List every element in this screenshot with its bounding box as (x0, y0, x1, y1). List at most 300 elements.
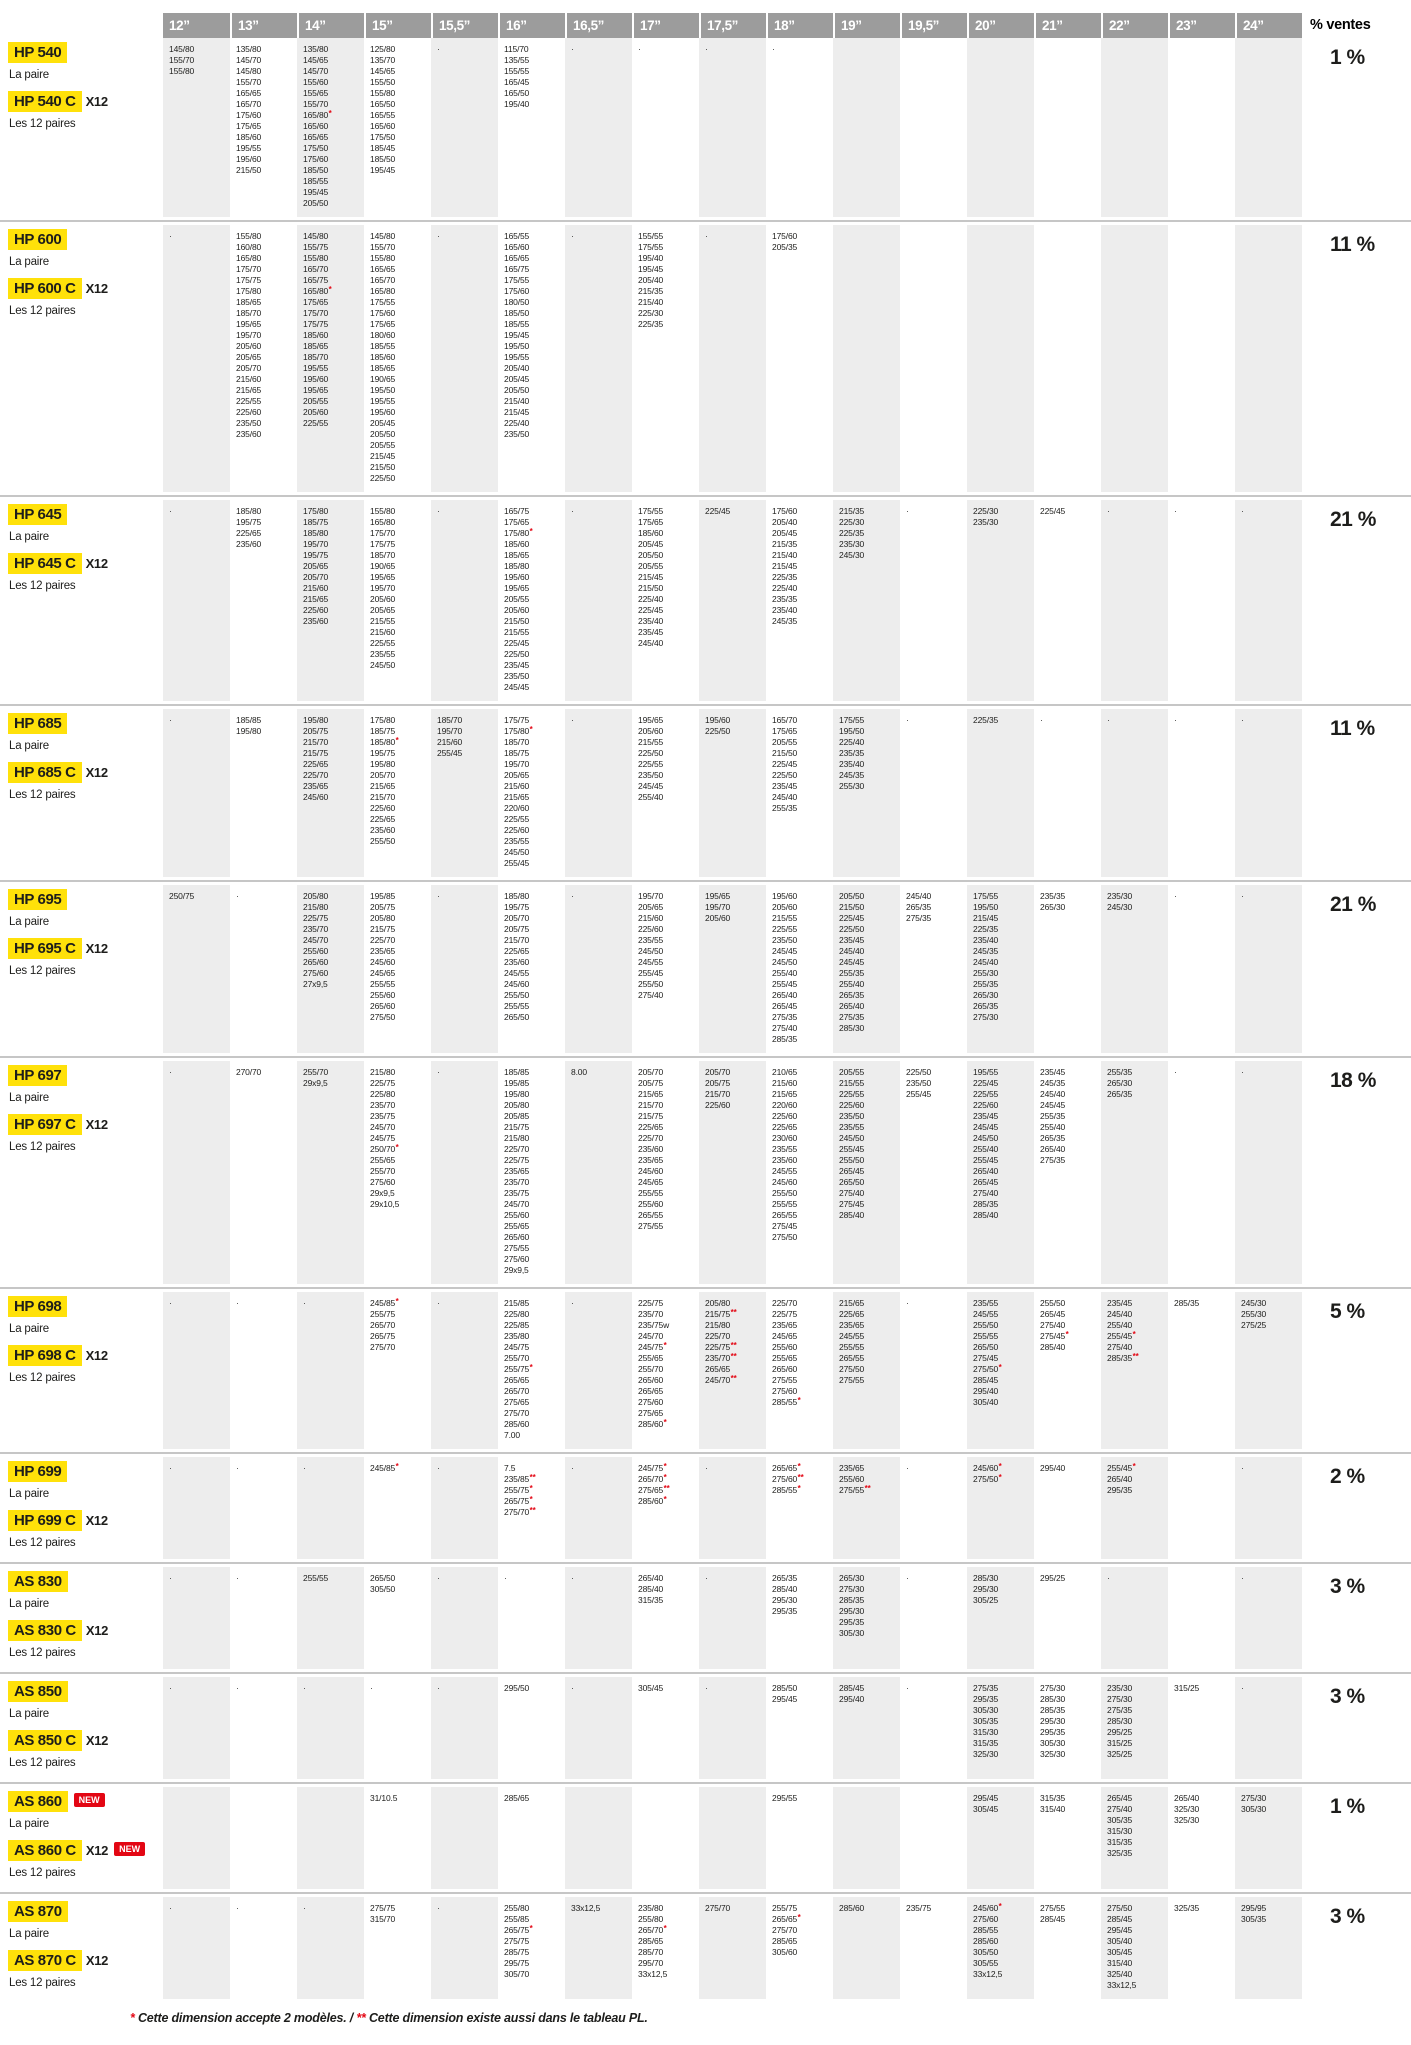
size-cell-23 (1168, 1061, 1235, 1284)
footnote-asterisk: * (395, 1143, 399, 1152)
size-value: 255/60 (370, 990, 396, 1000)
pair-label: La paire (9, 256, 49, 268)
size-value: 210/65 (772, 1067, 798, 1077)
size-value: 175/55 (370, 297, 396, 307)
size-value: 275/50* (973, 1363, 1002, 1374)
size-value: 275/45 (973, 1353, 999, 1363)
size-cell-22 (1101, 1457, 1168, 1559)
model-title-line (8, 1461, 161, 1482)
model-c-title-line (8, 91, 161, 112)
size-value: 275/70 (772, 1925, 798, 1935)
size-value: 205/50 (839, 891, 865, 901)
size-value: · (169, 1463, 172, 1473)
size-value: 245/40 (1040, 1089, 1066, 1099)
size-value: 275/40 (1107, 1804, 1133, 1814)
size-value: 125/80 (370, 44, 396, 54)
size-value: 205/60 (638, 726, 664, 736)
column-header-13: 13” (230, 13, 297, 38)
size-value: 225/30 (973, 506, 999, 516)
x12-label: X12 (85, 1513, 108, 1528)
size-value: 175/55 (839, 715, 865, 725)
size-value: 265/60 (504, 1232, 530, 1242)
size-value: 235/35 (1040, 891, 1066, 901)
size-value: 185/85 (504, 1067, 530, 1077)
size-value: 185/60 (504, 539, 530, 549)
size-value: 215/75 (370, 924, 396, 934)
size-value: 185/75 (303, 517, 329, 527)
size-value: 155/80 (370, 506, 396, 516)
size-value: 285/55* (772, 1396, 801, 1407)
size-cell-21 (1034, 225, 1101, 492)
size-value: 145/80 (303, 231, 329, 241)
size-value: 255/30 (973, 968, 999, 978)
size-value: 275/50* (973, 1473, 1002, 1484)
size-cell-165 (565, 225, 632, 492)
footnote-asterisk: ** (730, 1341, 737, 1350)
size-value: 275/35 (973, 1683, 999, 1693)
size-value: 265/30 (1107, 1078, 1133, 1088)
size-value: 265/50 (370, 1573, 396, 1583)
size-cell-12 (163, 885, 230, 1053)
size-value: 225/65 (236, 528, 262, 538)
size-value: 285/35** (1107, 1352, 1139, 1363)
size-cell-13 (230, 885, 297, 1053)
size-value: 205/50 (303, 198, 329, 208)
size-cell-17 (632, 1061, 699, 1284)
size-value: 215/75** (705, 1308, 737, 1319)
footnote-asterisk: ** (864, 1484, 871, 1493)
size-value: 270/70 (236, 1067, 262, 1077)
model-title-line (8, 1296, 161, 1317)
size-value: 195/50 (504, 341, 530, 351)
size-cell-15 (364, 1457, 431, 1559)
size-value: 295/95 (1241, 1903, 1267, 1913)
size-value: 175/80 (303, 506, 329, 516)
size-cell-175 (699, 1787, 766, 1889)
column-header-19: 19” (833, 13, 900, 38)
size-value: 315/40 (1040, 1804, 1066, 1814)
size-value: 265/70 (504, 1386, 530, 1396)
size-value: 195/60 (705, 715, 731, 725)
size-value: 225/75 (638, 1298, 664, 1308)
size-value: 225/45 (973, 1078, 999, 1088)
size-value: 255/65 (504, 1221, 530, 1231)
size-value: 285/35 (973, 1199, 999, 1209)
size-value: · (303, 1683, 306, 1693)
size-value: 225/75** (705, 1341, 737, 1352)
size-value: 165/75 (303, 275, 329, 285)
size-value: 225/55 (973, 1089, 999, 1099)
x12-label: X12 (85, 281, 108, 296)
size-value: 275/60 (370, 1177, 396, 1187)
size-value: 275/35 (772, 1012, 798, 1022)
size-value: 205/65 (504, 770, 530, 780)
size-cell-15 (364, 1061, 431, 1284)
size-value: 265/60 (638, 1375, 664, 1385)
size-value: 255/55 (370, 979, 396, 989)
size-cell-20 (967, 1787, 1034, 1889)
size-value: 285/40 (772, 1584, 798, 1594)
size-cell-16 (498, 885, 565, 1053)
size-value: 205/50 (504, 385, 530, 395)
size-value: 285/55* (772, 1484, 801, 1495)
size-cell-18 (766, 38, 833, 217)
size-cell-21 (1034, 38, 1101, 217)
size-cell-155 (431, 225, 498, 492)
size-value: 135/80 (303, 44, 329, 54)
twelve-pairs-label: Les 12 paires (9, 965, 76, 977)
percent-value: 3 % (1330, 1905, 1365, 1928)
size-cell-23 (1168, 1292, 1235, 1449)
footnote-asterisk: ** (730, 1374, 737, 1383)
size-cell-19 (833, 1457, 900, 1559)
size-value: 315/35 (638, 1595, 664, 1605)
size-value: 185/80* (370, 736, 399, 747)
size-value: 165/70 (772, 715, 798, 725)
footnote-asterisk: * (663, 1462, 667, 1471)
size-value: 285/60 (973, 1936, 999, 1946)
size-value: 145/80 (169, 44, 195, 54)
size-cell-20 (967, 709, 1034, 877)
size-cell-19 (833, 709, 900, 877)
size-value: 195/50 (973, 902, 999, 912)
size-cell-23 (1168, 225, 1235, 492)
size-cell-13 (230, 1061, 297, 1284)
size-value: 235/30 (839, 539, 865, 549)
footnote-asterisk: * (797, 1396, 801, 1405)
size-value: · (169, 1903, 172, 1913)
footnote-asterisk: * (1065, 1330, 1069, 1339)
x12-label: X12 (85, 941, 108, 956)
size-value: 255/70 (370, 1166, 396, 1176)
size-cell-175 (699, 1292, 766, 1449)
size-value: 225/60 (973, 1100, 999, 1110)
size-value: · (169, 506, 172, 516)
size-value: 275/65 (504, 1397, 530, 1407)
footnote-asterisk: ** (663, 1484, 670, 1493)
footnote-asterisk: * (529, 1484, 533, 1493)
size-value: 215/70 (303, 737, 329, 747)
footnote-asterisk: * (1132, 1330, 1136, 1339)
size-value: 265/65 (504, 1375, 530, 1385)
size-cell-165 (565, 885, 632, 1053)
size-value: 33x12,5 (973, 1969, 1003, 1979)
size-cell-13 (230, 1567, 297, 1669)
row-separator (0, 1672, 1411, 1674)
size-value: 180/60 (370, 330, 396, 340)
size-cell-13 (230, 1292, 297, 1449)
size-value: 255/40 (1040, 1122, 1066, 1132)
size-value: · (1241, 715, 1244, 725)
model-c-title-line (8, 1620, 161, 1641)
size-value: 175/65 (638, 517, 664, 527)
model-labels (0, 1457, 163, 1559)
size-value: 245/65 (370, 968, 396, 978)
size-cell-14 (297, 885, 364, 1053)
size-value: 315/40 (1107, 1958, 1133, 1968)
size-cell-165 (565, 1567, 632, 1669)
size-cell-22 (1101, 885, 1168, 1053)
size-value: 205/80 (705, 1298, 731, 1308)
model-c-name: HP 600 C (8, 278, 82, 299)
size-value: 295/75 (504, 1958, 530, 1968)
size-value: 185/60 (370, 352, 396, 362)
size-value: 215/65 (839, 1298, 865, 1308)
size-value: 225/40 (772, 583, 798, 593)
size-value: 275/40 (973, 1188, 999, 1198)
size-value: · (571, 231, 574, 241)
size-cell-23 (1168, 1897, 1235, 1999)
footnote-asterisk: * (998, 1363, 1002, 1372)
size-value: 255/50 (504, 990, 530, 1000)
size-cell-20 (967, 225, 1034, 492)
size-cell-21 (1034, 1897, 1101, 1999)
size-value: 195/65 (303, 385, 329, 395)
size-value: 245/75* (638, 1462, 667, 1473)
size-value: 230/60 (772, 1133, 798, 1143)
size-value: 215/65 (638, 1089, 664, 1099)
size-value: 255/85 (504, 1914, 530, 1924)
size-cell-175 (699, 1061, 766, 1284)
size-cell-165 (565, 1897, 632, 1999)
size-value: 315/35 (973, 1738, 999, 1748)
size-value: 215/60 (638, 913, 664, 923)
size-value: 215/50 (772, 748, 798, 758)
size-value: 325/30 (1040, 1749, 1066, 1759)
size-cell-13 (230, 1897, 297, 1999)
size-value: 255/65 (370, 1155, 396, 1165)
size-value: 215/80 (303, 902, 329, 912)
size-value: 215/70 (504, 935, 530, 945)
size-value: 155/70 (169, 55, 195, 65)
size-value: · (169, 1298, 172, 1308)
size-cell-14 (297, 38, 364, 217)
size-value: 185/55 (504, 319, 530, 329)
size-value: 265/65* (772, 1462, 801, 1473)
size-value: 275/35 (1040, 1155, 1066, 1165)
model-row-as-860 (0, 1787, 1411, 1889)
size-value: 165/60 (303, 121, 329, 131)
size-value: 195/65 (504, 583, 530, 593)
size-value: 8.00 (571, 1067, 587, 1077)
size-value: 175/55 (638, 506, 664, 516)
size-cell-24 (1235, 1567, 1302, 1669)
size-value: 255/50 (638, 979, 664, 989)
size-value: 165/65 (303, 132, 329, 142)
size-value: 245/40 (638, 638, 664, 648)
size-value: 275/60 (638, 1397, 664, 1407)
pair-label: La paire (9, 1598, 49, 1610)
size-value: 29x9,5 (504, 1265, 529, 1275)
size-value: 245/65 (772, 1331, 798, 1341)
size-value: 195/45 (638, 264, 664, 274)
size-value: 255/55 (303, 1573, 329, 1583)
size-value: 225/50 (370, 473, 396, 483)
column-header-17: 17” (632, 13, 699, 38)
size-value: 195/80 (303, 715, 329, 725)
size-value: 255/45 (839, 1144, 865, 1154)
size-cell-20 (967, 1677, 1034, 1779)
size-value: 325/40 (1107, 1969, 1133, 1979)
size-value: 195/70 (437, 726, 463, 736)
size-value: 315/70 (370, 1914, 396, 1924)
size-cell-175 (699, 38, 766, 217)
size-value: 275/45* (1040, 1330, 1069, 1341)
size-cell-14 (297, 1292, 364, 1449)
size-value: 185/50 (303, 165, 329, 175)
pair-label: La paire (9, 1818, 49, 1830)
size-value: 225/70 (504, 1144, 530, 1154)
size-value: 225/65 (370, 814, 396, 824)
size-value: 265/40 (973, 1166, 999, 1176)
size-value: 275/50 (1107, 1903, 1133, 1913)
twelve-pairs-label: Les 12 paires (9, 1757, 76, 1769)
size-value: 235/45 (839, 935, 865, 945)
footnote-asterisk: ** (797, 1473, 804, 1482)
size-value: 215/50 (504, 616, 530, 626)
model-title-line (8, 1791, 161, 1812)
size-value: 225/85 (504, 1320, 530, 1330)
size-value: 285/40 (973, 1210, 999, 1220)
size-value: 275/60 (303, 968, 329, 978)
size-value: 225/60 (370, 803, 396, 813)
size-value: · (1107, 715, 1110, 725)
size-cell-24 (1235, 1292, 1302, 1449)
size-cell-155 (431, 709, 498, 877)
size-value: 205/65 (638, 902, 664, 912)
size-cell-24 (1235, 1787, 1302, 1889)
size-value: 225/60 (705, 1100, 731, 1110)
size-value: 265/40 (638, 1573, 664, 1583)
size-cell-17 (632, 38, 699, 217)
size-cell-18 (766, 500, 833, 701)
size-value: 245/30 (1107, 902, 1133, 912)
size-value: 275/35 (839, 1012, 865, 1022)
size-value: 235/65 (839, 1320, 865, 1330)
size-value: 205/40 (638, 275, 664, 285)
size-value: 165/70 (236, 99, 262, 109)
size-value: 250/70* (370, 1143, 399, 1154)
size-value: 175/60 (236, 110, 262, 120)
size-value: 195/80 (236, 726, 262, 736)
size-value: 225/75 (772, 1309, 798, 1319)
size-cell-21 (1034, 1457, 1101, 1559)
size-value: 145/70 (303, 66, 329, 76)
size-cell-155 (431, 38, 498, 217)
column-header-155: 15,5” (431, 13, 498, 38)
size-value: · (236, 1903, 239, 1913)
size-value: · (1241, 1463, 1244, 1473)
size-value: 255/45 (504, 858, 530, 868)
size-cell-24 (1235, 1061, 1302, 1284)
size-value: 235/55 (839, 1122, 865, 1132)
twelve-pairs-label: Les 12 paires (9, 1647, 76, 1659)
size-cell-14 (297, 1787, 364, 1889)
size-value: · (571, 1298, 574, 1308)
size-value: · (437, 891, 440, 901)
size-value: 215/45 (973, 913, 999, 923)
size-value: 235/55 (973, 1298, 999, 1308)
size-value: 175/60 (370, 308, 396, 318)
size-cell-23 (1168, 500, 1235, 701)
size-value: 255/80 (638, 1914, 664, 1924)
size-value: 195/60 (504, 572, 530, 582)
size-value: 190/65 (370, 374, 396, 384)
size-value: 175/80 (370, 715, 396, 725)
size-value: 305/40 (973, 1397, 999, 1407)
size-value: 275/30 (1040, 1683, 1066, 1693)
size-value: 265/40 (1174, 1793, 1200, 1803)
size-value: 225/65 (504, 946, 530, 956)
size-cell-23 (1168, 38, 1235, 217)
size-value: 215/75 (303, 748, 329, 758)
size-value: 275/55 (772, 1375, 798, 1385)
size-value: 175/80 (236, 286, 262, 296)
size-value: 225/60 (638, 924, 664, 934)
size-cell-155 (431, 1677, 498, 1779)
size-value: 205/55 (638, 561, 664, 571)
size-value: 225/50 (772, 770, 798, 780)
column-header-23: 23” (1168, 13, 1235, 38)
pair-label: La paire (9, 1488, 49, 1500)
column-header-195: 19,5” (900, 13, 967, 38)
size-value: · (571, 1463, 574, 1473)
size-cell-19 (833, 1787, 900, 1889)
size-value: 295/35 (1107, 1485, 1133, 1495)
model-title-line (8, 1571, 161, 1592)
size-value: 215/65 (236, 385, 262, 395)
size-value: 235/50 (236, 418, 262, 428)
size-value: 255/35 (1040, 1111, 1066, 1121)
footnote-asterisk: ** (730, 1308, 737, 1317)
size-value: · (1107, 1573, 1110, 1583)
x12-label: X12 (85, 765, 108, 780)
size-cell-21 (1034, 709, 1101, 877)
size-value: 285/65 (638, 1936, 664, 1946)
size-value: 215/65 (772, 1089, 798, 1099)
size-value: 27x9,5 (303, 979, 328, 989)
size-value: 275/55** (839, 1484, 871, 1495)
size-cell-19 (833, 225, 900, 492)
size-cell-16 (498, 38, 565, 217)
size-cell-17 (632, 709, 699, 877)
size-cell-14 (297, 1897, 364, 1999)
size-value: 165/55 (504, 231, 530, 241)
size-value: 225/40 (839, 737, 865, 747)
size-value: 275/30 (839, 1584, 865, 1594)
size-value: 235/65 (504, 1166, 530, 1176)
footnote-asterisk: * (998, 1462, 1002, 1471)
percent-value: 5 % (1330, 1300, 1365, 1323)
size-value: 245/70** (705, 1374, 737, 1385)
size-value: 285/30 (839, 1023, 865, 1033)
size-value: 205/65 (236, 352, 262, 362)
size-value: 295/45 (1107, 1925, 1133, 1935)
size-value: 275/50 (370, 1012, 396, 1022)
model-row-hp-698 (0, 1292, 1411, 1449)
model-name: AS 870 (8, 1901, 68, 1922)
size-cell-17 (632, 1787, 699, 1889)
size-value: · (437, 231, 440, 241)
size-value: 225/30 (638, 308, 664, 318)
row-separator (0, 1287, 1411, 1289)
size-cell-13 (230, 225, 297, 492)
size-value: 175/60 (303, 154, 329, 164)
size-cell-16 (498, 1292, 565, 1449)
size-value: 255/40 (973, 1144, 999, 1154)
percent-column-header: % ventes (1302, 13, 1411, 38)
size-value: 175/55 (504, 275, 530, 285)
